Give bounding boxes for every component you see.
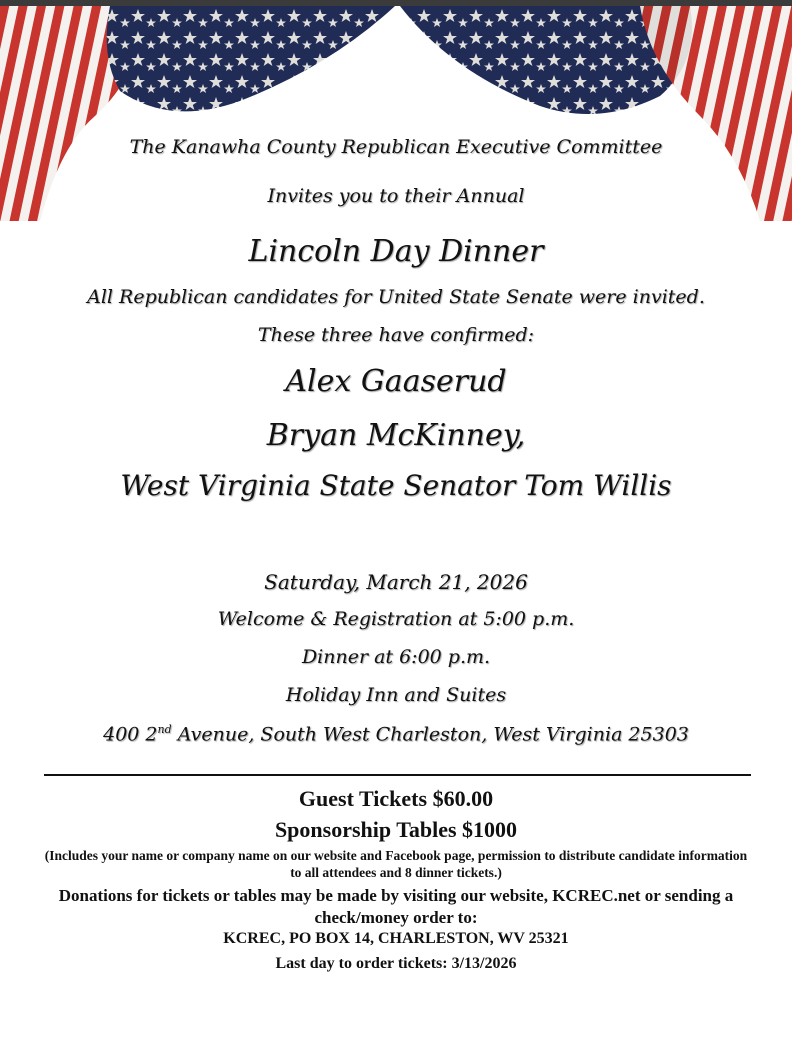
event-date: Saturday, March 21, 2026 bbox=[264, 570, 528, 594]
address-number: 400 2 bbox=[103, 723, 158, 746]
guest-ticket-price: Guest Tickets $60.00 bbox=[298, 786, 494, 811]
candidate-2: Bryan McKinney, bbox=[266, 418, 526, 453]
invitation-line: Invites you to their Annual bbox=[267, 185, 525, 207]
sponsorship-note: (Includes your name or company name on our website and Facebook page, permission to distribute candidate information to all attendees and 8 dinner tickets.) bbox=[44, 848, 748, 880]
dinner-time: Dinner at 6:00 p.m. bbox=[301, 646, 491, 668]
address-ordinal: nd bbox=[157, 723, 172, 736]
venue-name: Holiday Inn and Suites bbox=[285, 684, 507, 706]
order-deadline: Last day to order tickets: 3/13/2026 bbox=[275, 955, 517, 972]
welcome-time: Welcome & Registration at 5:00 p.m. bbox=[217, 608, 575, 630]
candidate-1: Alex Gaaserud bbox=[285, 364, 507, 399]
divider bbox=[44, 774, 751, 776]
event-title: Lincoln Day Dinner bbox=[248, 234, 544, 269]
sponsorship-price: Sponsorship Tables $1000 bbox=[274, 817, 518, 842]
address-street: Avenue, South West Charleston, West Virginia 25303 bbox=[171, 723, 689, 746]
candidate-3: West Virginia State Senator Tom Willis bbox=[120, 469, 672, 502]
venue-address bbox=[0, 723, 792, 745]
donation-instructions: Donations for tickets or tables may be made by visiting our website, KCREC.net or sending a check/money order to: bbox=[58, 886, 734, 927]
confirmed-heading: These three have confirmed: bbox=[257, 324, 535, 346]
committee-name: The Kanawha County Republican Executive Committee bbox=[129, 136, 663, 158]
candidates-note: All Republican candidates for United State Senate were invited. bbox=[87, 286, 705, 308]
mailing-address: KCREC, PO BOX 14, CHARLESTON, WV 25321 bbox=[223, 930, 569, 947]
